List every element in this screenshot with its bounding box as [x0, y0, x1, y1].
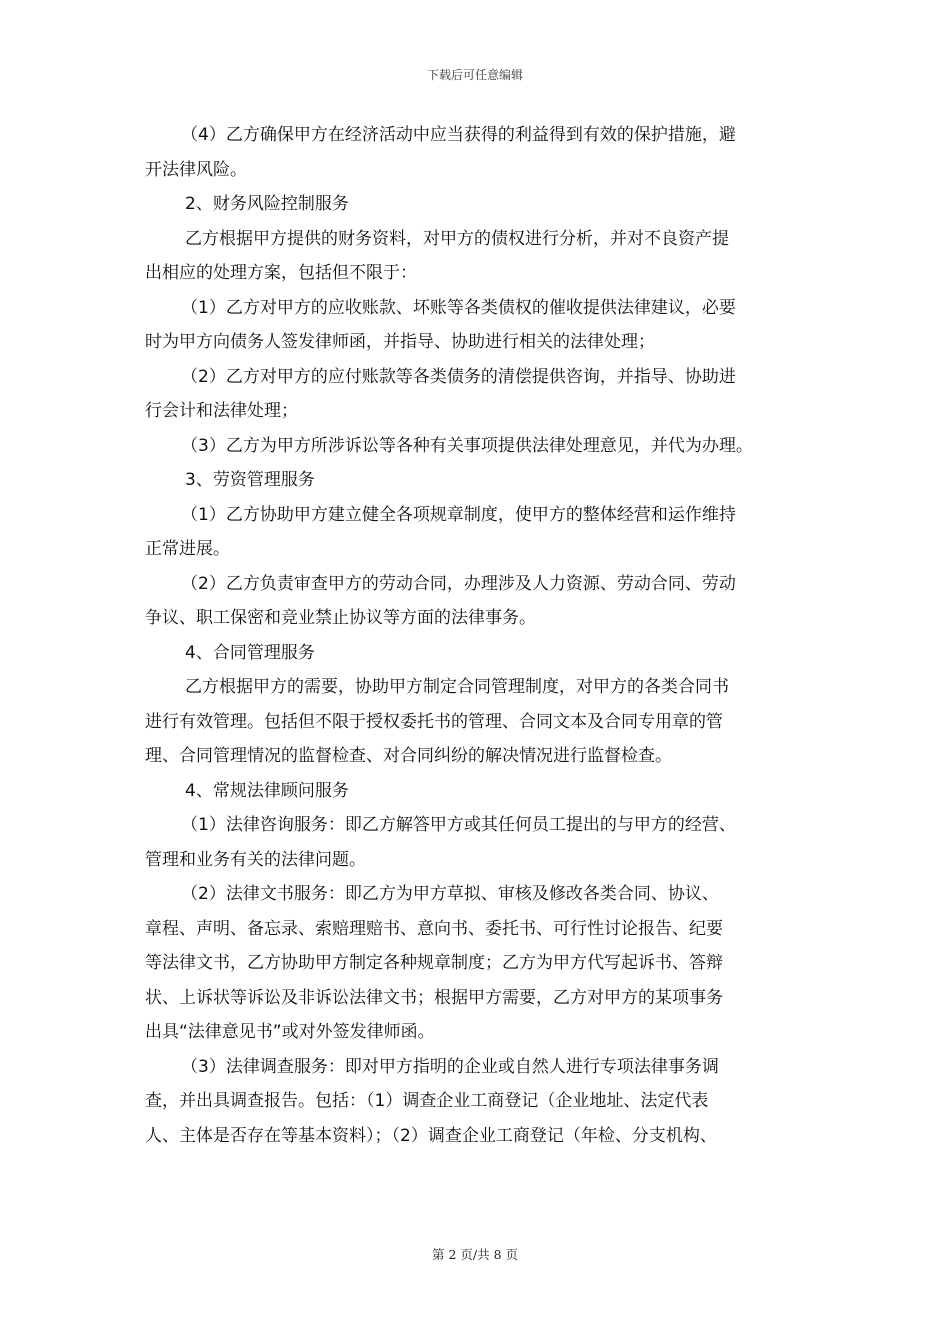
paragraph-line: 章程、声明、备忘录、索赔理赔书、意向书、委托书、可行性讨论报告、纪要 [145, 918, 723, 939]
paragraph-line: （1）乙方协助甲方建立健全各项规章制度，使甲方的整体经营和运作维持 [181, 504, 736, 525]
paragraph-line: （3）乙方为甲方所涉诉讼等各种有关事项提供法律处理意见，并代为办理。 [181, 435, 753, 456]
paragraph-line: 状、上诉状等诉讼及非诉讼法律文书；根据甲方需要，乙方对甲方的某项事务 [145, 987, 723, 1008]
page-header: 下载后可任意编辑 [426, 68, 523, 82]
section-heading: 3、劳资管理服务 [185, 470, 315, 490]
page-footer: 第 2 页/共 8 页 [431, 1247, 518, 1262]
paragraph-line: （4）乙方确保甲方在经济活动中应当获得的利益得到有效的保护措施，避 [181, 125, 736, 145]
paragraph-line: 管理和业务有关的法律问题。 [145, 849, 366, 870]
paragraph-line: 乙方根据甲方的需要，协助甲方制定合同管理制度，对甲方的各类合同书 [185, 677, 729, 697]
paragraph-line: 争议、职工保密和竞业禁止协议等方面的法律事务。 [145, 608, 536, 628]
paragraph-line: 时为甲方向债务人签发律师函，并指导、协助进行相关的法律处理； [145, 332, 655, 352]
paragraph-line: 进行有效管理。包括但不限于授权委托书的管理、合同文本及合同专用章的管 [145, 711, 723, 732]
section-heading: 2、财务风险控制服务 [185, 194, 349, 214]
paragraph-line: （2）法律文书服务：即乙方为甲方草拟、审核及修改各类合同、协议、 [181, 884, 719, 904]
paragraph-line: （3）法律调查服务：即对甲方指明的企业或自然人进行专项法律事务调 [181, 1056, 719, 1077]
paragraph-line: 出相应的处理方案，包括但不限于： [145, 263, 417, 283]
paragraph-line: （2）乙方对甲方的应付账款等各类债务的清偿提供咨询，并指导、协助进 [181, 366, 736, 387]
document-body [145, 118, 815, 1153]
paragraph-line: 出具“法律意见书”或对外签发律师函。 [145, 1022, 435, 1042]
paragraph-line: 正常进展。 [145, 539, 230, 559]
paragraph-line: 行会计和法律处理； [145, 401, 298, 421]
paragraph-line: 等法律文书，乙方协助甲方制定各种规章制度；乙方为甲方代写起诉书、答辩 [145, 953, 723, 973]
paragraph-line: 开法律风险。 [145, 159, 247, 180]
paragraph-line: 查，并出具调查报告。包括：（1）调查企业工商登记（企业地址、法定代表 [145, 1091, 709, 1111]
paragraph-line: （1）法律咨询服务：即乙方解答甲方或其任何员工提出的与甲方的经营、 [181, 815, 736, 835]
section-heading: 4、常规法律顾问服务 [185, 780, 349, 801]
paragraph-line: 理、合同管理情况的监督检查、对合同纠纷的解决情况进行监督检查。 [145, 746, 672, 766]
paragraph-line: 人、主体是否存在等基本资料）；（2）调查企业工商登记（年检、分支机构、 [145, 1125, 717, 1146]
paragraph-line: （2）乙方负责审查甲方的劳动合同，办理涉及人力资源、劳动合同、劳动 [181, 573, 736, 594]
section-heading: 4、合同管理服务 [185, 642, 315, 663]
paragraph-line: 乙方根据甲方提供的财务资料，对甲方的债权进行分析，并对不良资产提 [185, 228, 729, 249]
paragraph-line: （1）乙方对甲方的应收账款、坏账等各类债权的催收提供法律建议，必要 [181, 297, 736, 318]
